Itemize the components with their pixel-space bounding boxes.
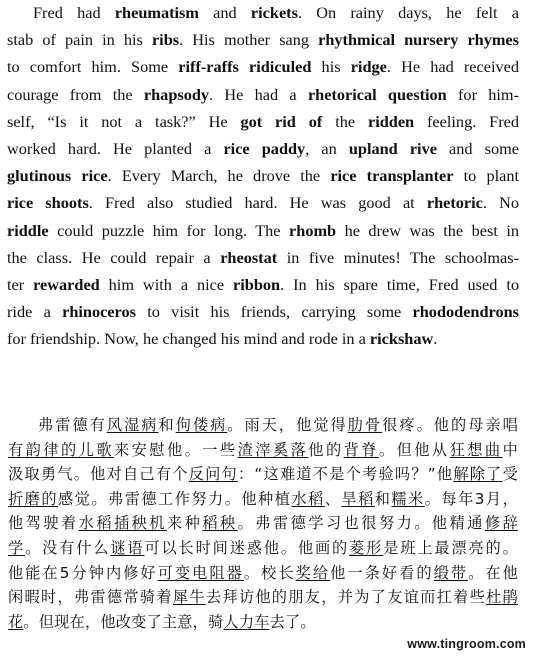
text-run: 汲取勇气。他对自己有个 <box>8 465 189 484</box>
chinese-line <box>8 536 518 561</box>
text-run: 去了。 <box>269 612 316 631</box>
bold-vocabulary-term: rhinoceros <box>62 302 136 322</box>
text-run: 。在他 <box>468 563 519 582</box>
bold-vocabulary-term: got rid of <box>240 111 323 131</box>
text-run: . On rainy days, he felt a <box>297 3 519 22</box>
bold-vocabulary-term: rhododendrons <box>412 302 519 322</box>
underlined-vocabulary-term: 解除了 <box>453 465 503 484</box>
text-run: 中 <box>502 440 518 459</box>
bold-vocabulary-term: rice paddy <box>223 138 306 158</box>
english-line <box>7 189 519 216</box>
text-run: 、 <box>324 489 342 508</box>
english-line <box>7 53 519 80</box>
underlined-vocabulary-term: 水稻插秧机 <box>78 514 167 533</box>
text-run: 他驾驶着 <box>8 514 79 533</box>
bold-vocabulary-term: riddle <box>7 220 49 240</box>
text-run: 感觉。弗雷德工作努力。他种植 <box>58 489 292 508</box>
bold-vocabulary-term: rice transplanter <box>330 166 454 186</box>
chinese-line <box>8 438 518 463</box>
text-run: for friendship. Now, he changed his mind and rode in a <box>7 329 370 349</box>
text-run: 他能在5分钟内修好 <box>8 563 158 582</box>
text-run: 弗雷德有 <box>38 416 107 434</box>
text-run: 可以长时间迷惑他。他画的 <box>144 538 350 557</box>
text-run: . Every March, he drove the <box>107 166 331 186</box>
text-run: in five minutes! The schoolmas- <box>277 247 520 267</box>
chinese-line <box>8 610 518 635</box>
text-run: could puzzle him for long. The <box>48 220 290 240</box>
underlined-vocabulary-term: 反问句 <box>188 465 238 484</box>
underlined-vocabulary-term: 风湿病 <box>106 416 159 434</box>
text-run: his <box>311 57 351 77</box>
text-run: worked hard. He planted a <box>7 138 224 158</box>
text-run: him with a nice <box>99 274 234 294</box>
bold-vocabulary-term: ribs <box>151 30 180 50</box>
text-run: stab of pain in his <box>7 30 152 50</box>
text-run: . Fred also studied hard. He was good at <box>88 193 427 213</box>
text-run: . <box>433 329 438 349</box>
text-run: 去拜访他的朋友，并为了友谊而扛着些 <box>205 588 487 607</box>
bold-vocabulary-term: glutinous rice <box>7 166 108 186</box>
underlined-vocabulary-term: 狂想曲 <box>449 440 503 459</box>
chinese-line <box>8 462 518 487</box>
text-run: 他一条好看的 <box>330 563 434 582</box>
bold-vocabulary-term: rice shoots <box>7 193 89 213</box>
chinese-line <box>8 487 518 512</box>
text-run: . He had received <box>386 57 520 77</box>
english-paragraph <box>7 0 519 352</box>
text-run: . No <box>482 193 520 213</box>
underlined-vocabulary-term: 谜语 <box>110 538 145 557</box>
chinese-line <box>8 585 518 610</box>
text-run: the class. He could repair a <box>7 247 221 267</box>
text-run: . His mother sang <box>179 30 319 50</box>
underlined-vocabulary-term: 糯米 <box>391 489 425 508</box>
text-run: he drew was the best in <box>336 220 520 240</box>
text-run: ter <box>7 274 34 294</box>
text-run: ：“这难道不是个考验吗？”他 <box>237 465 454 484</box>
english-line <box>7 81 519 108</box>
underlined-vocabulary-term: 花 <box>8 612 24 631</box>
chinese-paragraph <box>8 413 518 634</box>
underlined-vocabulary-term: 修辞 <box>484 514 518 533</box>
text-run: 和 <box>374 489 392 508</box>
underlined-vocabulary-term: 奚落 <box>272 440 309 459</box>
bold-vocabulary-term: rheumatism <box>114 3 199 22</box>
text-run: 很疼。他的母亲唱 <box>382 416 518 434</box>
underlined-vocabulary-term: 有韵律的儿歌 <box>8 440 114 459</box>
underlined-vocabulary-term: 菱形 <box>349 538 384 557</box>
chinese-line <box>8 413 518 438</box>
bold-vocabulary-term: rickshaw <box>369 329 434 349</box>
underlined-vocabulary-term: 杜鹃 <box>486 588 519 607</box>
text-run: 是班上最漂亮的。 <box>383 538 518 557</box>
text-run: . He had a <box>209 84 308 104</box>
site-watermark: www.tingroom.com <box>407 637 526 651</box>
english-line <box>7 108 519 135</box>
underlined-vocabulary-term: 人力车 <box>223 612 270 631</box>
underlined-vocabulary-term: 奖给 <box>295 563 331 582</box>
english-line <box>7 135 519 162</box>
text-run: and <box>198 3 251 22</box>
text-run: 。雨天，他觉得 <box>227 416 348 434</box>
underlined-vocabulary-term: 水稻 <box>291 489 325 508</box>
text-run: , an <box>305 138 349 158</box>
text-run: 。但现在，他改变了主意，骑 <box>23 612 224 631</box>
text-run: the <box>322 111 368 131</box>
text-run: 来种 <box>166 514 203 533</box>
underlined-vocabulary-term: 肋骨 <box>347 416 383 434</box>
text-run: ride a <box>7 302 63 322</box>
english-line <box>7 26 519 53</box>
bold-vocabulary-term: rhetoric <box>426 193 483 213</box>
text-run: 。没有什么 <box>25 538 111 557</box>
english-line <box>7 271 519 298</box>
english-line <box>7 217 519 244</box>
english-line <box>7 0 519 26</box>
underlined-vocabulary-term: 可变电阻器 <box>157 563 244 582</box>
text-run: 。校长 <box>243 563 296 582</box>
text-run: feeling. Fred <box>414 111 520 131</box>
english-line <box>7 162 519 189</box>
bold-vocabulary-term: upland rive <box>348 138 437 158</box>
underlined-vocabulary-term: 犀牛 <box>172 588 206 607</box>
underlined-vocabulary-term: 折磨的 <box>8 489 59 508</box>
bold-vocabulary-term: ridge <box>350 57 387 77</box>
text-run: . In his spare time, Fred used to <box>280 274 519 294</box>
underlined-vocabulary-term: 稻秧 <box>202 514 238 533</box>
text-run: 和 <box>158 416 176 434</box>
text-run: and some <box>436 138 520 158</box>
bold-vocabulary-term: rhomb <box>289 220 337 240</box>
bold-vocabulary-term: riff-raffs ridiculed <box>178 57 312 77</box>
text-run: courage from the <box>7 84 144 104</box>
underlined-vocabulary-term: 学 <box>8 538 26 557</box>
bold-vocabulary-term: rhetorical question <box>307 84 447 104</box>
bold-vocabulary-term: rheostat <box>220 247 278 267</box>
text-run: 他的 <box>308 440 344 459</box>
bold-vocabulary-term: ridden <box>367 111 415 131</box>
text-run: 。弗雷德学习也很努力。他精通 <box>237 514 485 533</box>
english-line <box>7 325 519 352</box>
text-run: 闲暇时，弗雷德常骑着 <box>8 588 173 607</box>
text-run: to comfort him. Some <box>7 57 179 77</box>
text-run: self, “Is it not a task?” He <box>7 111 241 131</box>
english-line <box>7 298 519 325</box>
text-run: 。但他从 <box>378 440 450 459</box>
underlined-vocabulary-term: 佝偻病 <box>175 416 228 434</box>
text-run: for him- <box>446 84 520 104</box>
bold-vocabulary-term: rickets <box>250 3 298 22</box>
text-run: 。每年3月， <box>424 489 518 508</box>
bold-vocabulary-term: ribbon <box>233 274 281 294</box>
text-run: to plant <box>453 166 520 186</box>
text-run: Fred had <box>33 3 115 22</box>
underlined-vocabulary-term: 旱稻 <box>341 489 375 508</box>
bold-vocabulary-term: rhapsody <box>143 84 210 104</box>
text-run: 来安慰他。一些 <box>113 440 238 459</box>
text-run: to visit his friends, carrying some <box>135 302 413 322</box>
underlined-vocabulary-term: 渣滓 <box>237 440 273 459</box>
text-run: 受 <box>502 465 518 484</box>
bold-vocabulary-term: rewarded <box>33 274 100 294</box>
chinese-line <box>8 561 518 586</box>
underlined-vocabulary-term: 背脊 <box>343 440 379 459</box>
chinese-line <box>8 511 518 536</box>
underlined-vocabulary-term: 缎带 <box>433 563 469 582</box>
bold-vocabulary-term: rhythmical nursery rhymes <box>318 30 519 50</box>
english-line <box>7 244 519 271</box>
